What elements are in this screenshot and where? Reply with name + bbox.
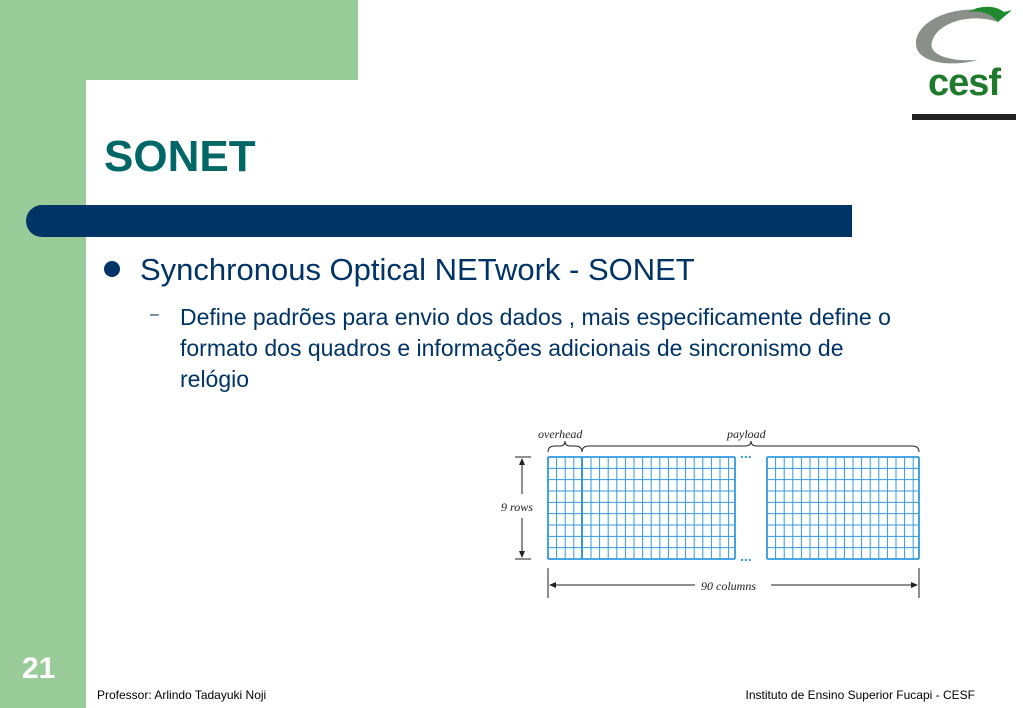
footer-institution: Instituto de Ensino Superior Fucapi - CESF [745,688,975,702]
overhead-label: overhead [538,427,583,441]
logo-text: cesf [927,62,1001,104]
footer-professor: Professor: Arlindo Tadayuki Noji [97,688,267,702]
cesf-logo [908,2,1018,124]
logo-underline [912,114,1016,120]
slide-number: 21 [22,652,56,685]
columns-label: 90 columns [701,579,756,593]
rows-label: 9 rows [501,500,533,514]
sub-bullet-text: Define padrões para envio dos dados , mais especificamente define o formato dos quadros e informações adicionais de sincronismo de relógio [180,304,891,392]
slide-title: SONET [104,132,256,181]
payload-label: payload [727,427,766,441]
top-band [0,0,358,80]
title-underline-bar [26,205,852,237]
bullet-dot-icon [104,261,120,277]
ellipsis-top: ... [740,445,752,461]
sub-bullet-dash: – [150,306,159,323]
bullet-text: Synchronous Optical NETwork - SONET [140,252,695,287]
frame-grid [548,457,919,559]
left-sidebar-band [0,0,86,708]
sonet-frame-diagram [495,418,935,608]
overhead-brace [548,441,582,452]
ellipsis-bottom: ... [740,548,752,564]
